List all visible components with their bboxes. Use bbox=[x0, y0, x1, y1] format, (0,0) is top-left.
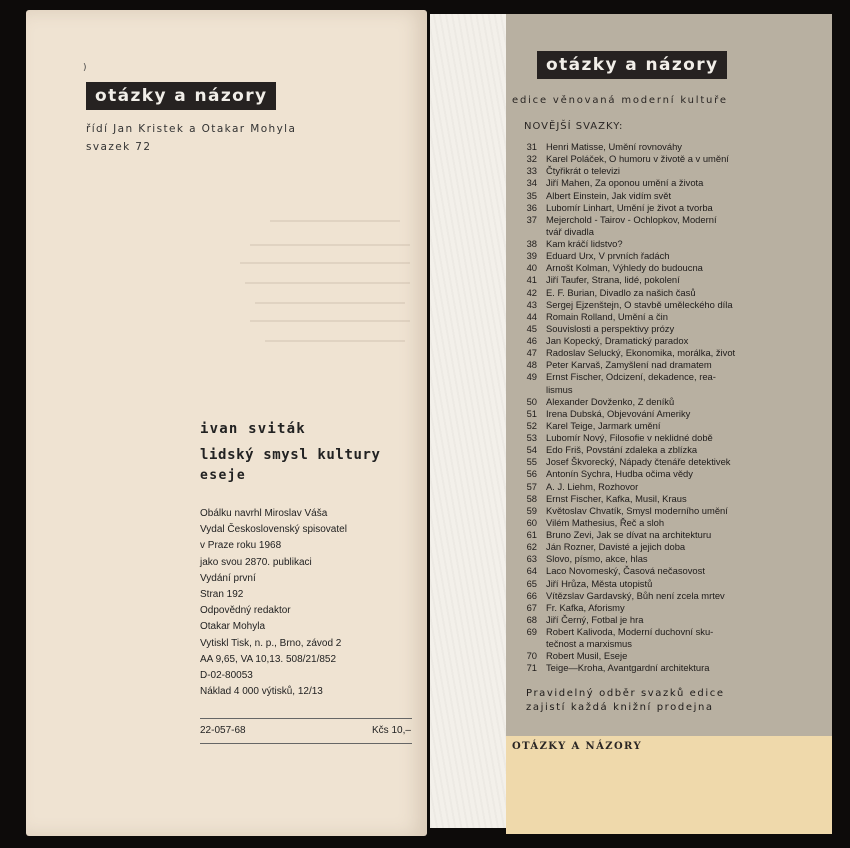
volume-number: 34 bbox=[526, 177, 537, 189]
list-item bbox=[511, 505, 773, 517]
imprint-line: Vydal Československý spisovatel bbox=[200, 524, 347, 536]
volume-number: 31 bbox=[526, 141, 537, 152]
volume-title: Jan Kopecký, Dramatický paradox bbox=[546, 335, 689, 346]
show-through-line bbox=[255, 302, 405, 304]
show-through-line bbox=[265, 340, 405, 342]
volume-number: 53 bbox=[526, 432, 537, 443]
list-item bbox=[511, 177, 773, 189]
volume-number: 48 bbox=[526, 359, 537, 371]
list-item bbox=[511, 262, 773, 274]
show-through-line bbox=[250, 320, 410, 322]
volume-number: 32 bbox=[526, 153, 537, 165]
volume-number: 61 bbox=[526, 529, 537, 540]
list-item bbox=[511, 529, 773, 541]
list-item bbox=[511, 214, 773, 226]
list-item bbox=[511, 226, 773, 238]
volume-title: Edo Friš, Povstání zdaleka a zblízka bbox=[546, 444, 698, 456]
volume-title: Robert Musil, Eseje bbox=[546, 650, 628, 662]
volume-number: 50 bbox=[526, 395, 537, 407]
volume-title: Jiří Taufer, Strana, lidé, pokolení bbox=[546, 274, 680, 286]
list-item bbox=[511, 614, 773, 626]
list-item bbox=[511, 517, 773, 529]
list-item bbox=[511, 165, 773, 177]
list-item bbox=[511, 141, 773, 153]
list-item bbox=[511, 578, 773, 590]
imprint-line: Odpovědný redaktor bbox=[200, 605, 291, 617]
imprint-line: Otakar Mohyla bbox=[200, 621, 266, 633]
list-item bbox=[511, 384, 773, 396]
list-item bbox=[511, 371, 773, 383]
volume-number: 71 bbox=[526, 662, 537, 674]
volume-title: Jiří Mahen, Za oponou umění a života bbox=[546, 177, 704, 189]
list-item bbox=[511, 553, 773, 565]
catalog-number: 22-057-68 bbox=[200, 725, 246, 736]
volume-number: 65 bbox=[526, 577, 537, 589]
volume-number: 46 bbox=[526, 335, 537, 346]
cover-bottom-label: OTÁZKY A NÁZORY bbox=[512, 741, 642, 752]
list-item bbox=[511, 238, 773, 250]
volume-number: 36 bbox=[526, 201, 537, 213]
volume-title: Mejerchold - Tairov - Ochlopkov, Moderní bbox=[546, 213, 717, 225]
volume-title: Vilém Mathesius, Řeč a sloh bbox=[546, 516, 665, 528]
volume-title: Vítězslav Gardavský, Bůh není zcela mrtev bbox=[546, 589, 725, 601]
series-tagline: edice věnovaná moderní kultuře bbox=[512, 95, 728, 106]
series-banner: otázky a názory bbox=[86, 82, 276, 110]
volume-title: Robert Kalivoda, Moderní duchovní sku- bbox=[546, 626, 714, 637]
list-item bbox=[511, 396, 773, 408]
volume-title: Slovo, písmo, akce, hlas bbox=[546, 553, 648, 565]
volume-title: Čtyřikrát o televizi bbox=[546, 165, 620, 177]
list-item bbox=[511, 444, 773, 456]
volume-number: 42 bbox=[526, 286, 537, 298]
volume-number: 68 bbox=[526, 613, 537, 625]
volume-title: Josef Škvorecký, Nápady čtenáře detektivek bbox=[546, 456, 731, 468]
volume-number: 54 bbox=[526, 444, 537, 456]
editors-line: řídí Jan Kristek a Otakar Mohyla bbox=[86, 123, 297, 135]
imprint-line: jako svou 2870. publikaci bbox=[200, 556, 312, 568]
volume-title: Lubomír Linhart, Umění je život a tvorba bbox=[546, 201, 713, 213]
volume-list bbox=[511, 141, 773, 675]
list-item bbox=[511, 274, 773, 286]
volume-title: Laco Novomeský, Časová nečasovost bbox=[546, 565, 705, 577]
volume-title: Ján Rozner, Davisté a jejich doba bbox=[546, 541, 686, 553]
list-item bbox=[511, 420, 773, 432]
show-through-line bbox=[270, 220, 400, 222]
volume-number: 57 bbox=[526, 480, 537, 492]
volume-title: tvář divadla bbox=[546, 225, 594, 237]
list-item bbox=[511, 590, 773, 602]
volume-title: Fr. Kafka, Aforismy bbox=[546, 601, 625, 613]
imprint-line: Vydání první bbox=[200, 572, 256, 584]
volume-title: Peter Karvaš, Zamyšlení nad dramatem bbox=[546, 359, 712, 371]
volume-title: Romain Rolland, Umění a čin bbox=[546, 310, 668, 322]
imprint-block bbox=[200, 508, 347, 702]
volume-number: 67 bbox=[526, 601, 537, 613]
imprint-line: D-02-80053 bbox=[200, 669, 253, 681]
volume-number: 37 bbox=[526, 213, 537, 225]
imprint-line: AA 9,65, VA 10,13. 508/21/852 bbox=[200, 653, 337, 665]
show-through-line bbox=[245, 282, 410, 284]
list-heading: NOVĚJŠÍ SVAZKY: bbox=[524, 121, 624, 132]
imprint-line: Obálku navrhl Miroslav Váša bbox=[200, 508, 328, 519]
volume-title: Bruno Zevi, Jak se dívat na architekturu bbox=[546, 529, 712, 540]
volume-title: Irena Dubská, Objevování Ameriky bbox=[546, 407, 691, 419]
list-item bbox=[511, 662, 773, 674]
volume-title: Sergej Ejzenštejn, O stavbě uměleckého díla bbox=[546, 298, 733, 310]
list-item bbox=[511, 481, 773, 493]
list-item bbox=[511, 638, 773, 650]
divider bbox=[200, 718, 412, 719]
list-item bbox=[511, 650, 773, 662]
list-item bbox=[511, 432, 773, 444]
volume-number: 47 bbox=[526, 347, 537, 359]
volume-number: 41 bbox=[526, 274, 537, 286]
volume-title: Květoslav Chvatík, Smysl moderního umění bbox=[546, 504, 728, 516]
volume-number: 59 bbox=[526, 504, 537, 516]
volume-number: 38 bbox=[526, 238, 537, 249]
subscription-note: Pravidelný odběr svazků edice bbox=[526, 688, 725, 699]
volume-number: 39 bbox=[526, 250, 537, 262]
volume-title: Karel Poláček, O humoru v životě a v umění bbox=[546, 153, 729, 165]
volume-title: Ernst Fischer, Odcizení, dekadence, rea- bbox=[546, 371, 716, 383]
volume-number: 44 bbox=[526, 310, 537, 322]
book-author: ivan sviták bbox=[200, 421, 306, 437]
list-item bbox=[511, 323, 773, 335]
list-item bbox=[511, 468, 773, 480]
divider bbox=[200, 743, 412, 744]
volume-title: Eduard Urx, V prvních řadách bbox=[546, 250, 670, 262]
volume-number: 64 bbox=[526, 565, 537, 577]
volume-number: 69 bbox=[526, 626, 537, 637]
list-item bbox=[511, 408, 773, 420]
volume-title: A. J. Liehm, Rozhovor bbox=[546, 480, 639, 492]
volume-number: 63 bbox=[526, 553, 537, 565]
list-item bbox=[511, 626, 773, 638]
imprint-line: Vytiskl Tisk, n. p., Brno, závod 2 bbox=[200, 637, 342, 649]
volume-number: 33 bbox=[526, 165, 537, 177]
volume-number: 45 bbox=[526, 322, 537, 334]
volume-title: Souvislosti a perspektivy prózy bbox=[546, 322, 675, 334]
volume-title: Kam kráčí lidstvo? bbox=[546, 238, 623, 249]
volume-title: Lubomír Nový, Filosofie v neklidné době bbox=[546, 432, 713, 443]
volume-number: 62 bbox=[526, 541, 537, 553]
volume-title: Radoslav Selucký, Ekonomika, morálka, život bbox=[546, 347, 736, 359]
volume-title: Karel Teige, Jarmark umění bbox=[546, 419, 661, 431]
volume-number: 66 bbox=[526, 589, 537, 601]
book-title: lidský smysl kultury bbox=[200, 447, 381, 463]
volume-number: 49 bbox=[526, 371, 537, 383]
volume-title: Antonín Sychra, Hudba očima vědy bbox=[546, 468, 693, 480]
list-item bbox=[511, 335, 773, 347]
volume-title: E. F. Burian, Divadlo za našich časů bbox=[546, 286, 696, 298]
book-genre: eseje bbox=[200, 468, 247, 483]
volume-number: 55 bbox=[526, 456, 537, 468]
volume-title: Albert Einstein, Jak vidím svět bbox=[546, 189, 672, 201]
list-item bbox=[511, 347, 773, 359]
volume-title: Teige—Kroha, Avantgardní architektura bbox=[546, 662, 710, 674]
volume-title: Jiří Hrůza, Města utopistů bbox=[546, 577, 653, 589]
volume-title: Arnošt Kolman, Výhledy do budoucna bbox=[546, 262, 703, 274]
volume-title: lismus bbox=[546, 383, 573, 395]
volume-number: 40 bbox=[526, 262, 537, 274]
volume-number: svazek 72 bbox=[86, 141, 152, 153]
list-item bbox=[511, 202, 773, 214]
volume-number: 70 bbox=[526, 650, 537, 662]
show-through-line bbox=[240, 262, 410, 264]
volume-number: 35 bbox=[526, 189, 537, 201]
list-item bbox=[511, 456, 773, 468]
book-flap-edge bbox=[430, 14, 510, 828]
subscription-note: zajistí každá knižní prodejna bbox=[526, 702, 714, 713]
list-item bbox=[511, 359, 773, 371]
volume-title: Alexander Dovženko, Z deníků bbox=[546, 395, 675, 407]
price: Kčs 10,– bbox=[372, 725, 411, 736]
list-item bbox=[511, 190, 773, 202]
list-item bbox=[511, 493, 773, 505]
volume-number: 43 bbox=[526, 298, 537, 310]
volume-title: Jiří Černý, Fotbal je hra bbox=[546, 613, 644, 625]
volume-number: 58 bbox=[526, 492, 537, 504]
volume-number: 56 bbox=[526, 468, 537, 480]
list-item bbox=[511, 250, 773, 262]
imprint-line: Náklad 4 000 výtisků, 12/13 bbox=[200, 686, 323, 698]
volume-number: 51 bbox=[526, 407, 537, 419]
show-through-line bbox=[250, 244, 410, 246]
list-item bbox=[511, 311, 773, 323]
list-item bbox=[511, 541, 773, 553]
list-item bbox=[511, 602, 773, 614]
volume-title: tečnost a marxismus bbox=[546, 638, 632, 650]
list-item bbox=[511, 299, 773, 311]
list-item bbox=[511, 287, 773, 299]
volume-title: Ernst Fischer, Kafka, Musil, Kraus bbox=[546, 492, 687, 504]
volume-number: 60 bbox=[526, 516, 537, 528]
list-item bbox=[511, 565, 773, 577]
page-mark: ) bbox=[83, 63, 87, 73]
volume-number: 52 bbox=[526, 419, 537, 431]
list-item bbox=[511, 153, 773, 165]
cover-series-banner: otázky a názory bbox=[537, 51, 727, 79]
imprint-line: Stran 192 bbox=[200, 588, 244, 600]
imprint-line: v Praze roku 1968 bbox=[200, 540, 282, 552]
volume-title: Henri Matisse, Umění rovnováhy bbox=[546, 141, 682, 152]
